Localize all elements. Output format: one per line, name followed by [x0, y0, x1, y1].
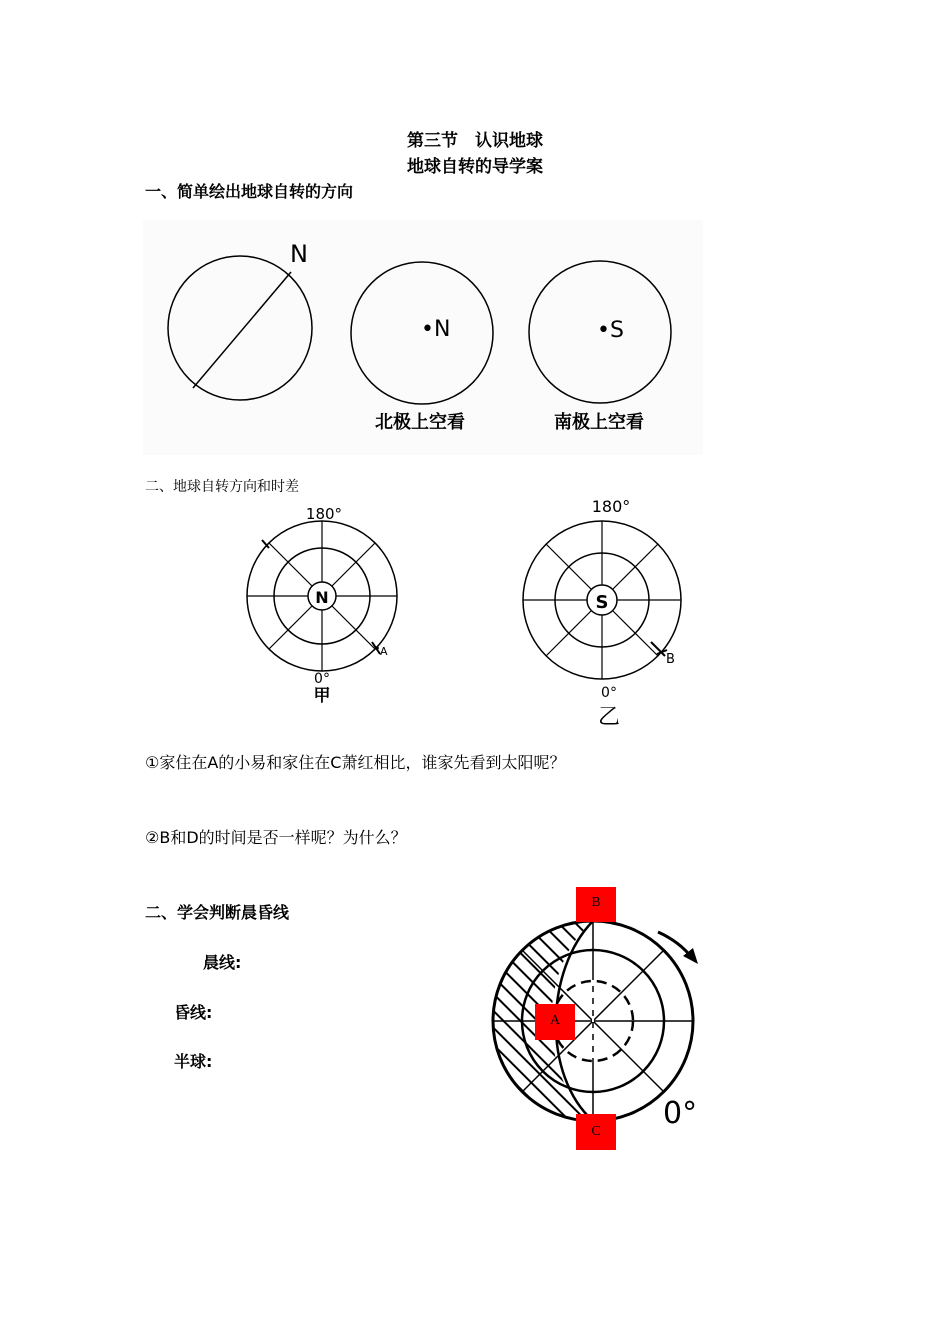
hemisphere-item: 半球:: [174, 1052, 213, 1071]
diagram-name-yi: 乙: [597, 705, 621, 730]
diagram-name-jia: 甲: [313, 686, 331, 706]
section2-heading: 二、地球自转方向和时差: [145, 479, 299, 495]
diagram-jia: [240, 500, 410, 710]
north-label: N: [290, 240, 308, 268]
section1-heading: 一、简单绘出地球自转的方向: [145, 182, 354, 201]
degree-0-jia: 0°: [314, 671, 330, 687]
tag-a: A: [535, 1004, 575, 1040]
rotation-figure: [143, 220, 703, 455]
tag-c: C: [576, 1114, 616, 1150]
question-2: ②B和D的时间是否一样呢？为什么？: [145, 828, 407, 847]
terminator-diagram: [480, 880, 720, 1160]
south-pole-label: •S: [597, 318, 624, 343]
degree-0-label: 0°: [663, 1096, 698, 1131]
pole-label-s: S: [595, 592, 609, 613]
dusk-line-item: 昏线:: [174, 1003, 213, 1022]
caption-north: 北极上空看: [375, 412, 465, 433]
page-subtitle: 地球自转的导学案: [407, 157, 543, 177]
page-title: 第三节 认识地球: [407, 131, 543, 151]
degree-180-jia: 180°: [305, 505, 343, 523]
pole-label-n: N: [315, 588, 329, 607]
diagram-yi: [515, 492, 695, 732]
caption-south: 南极上空看: [554, 412, 644, 433]
globe-circle-1: [168, 256, 312, 400]
section3-heading: 二、学会判断晨昏线: [145, 903, 290, 922]
earth-axis-line: [193, 272, 291, 388]
north-pole-label: •N: [421, 317, 451, 342]
point-b-label: B: [666, 652, 675, 667]
tag-b: B: [576, 887, 616, 922]
dawn-line-item: 晨线:: [203, 953, 242, 972]
degree-180-yi: 180°: [591, 497, 631, 516]
question-1: ①家住在A的小易和家住在C萧红相比，谁家先看到太阳呢？: [145, 753, 566, 772]
degree-0-yi: 0°: [601, 685, 617, 701]
point-a-label: A: [380, 645, 388, 658]
